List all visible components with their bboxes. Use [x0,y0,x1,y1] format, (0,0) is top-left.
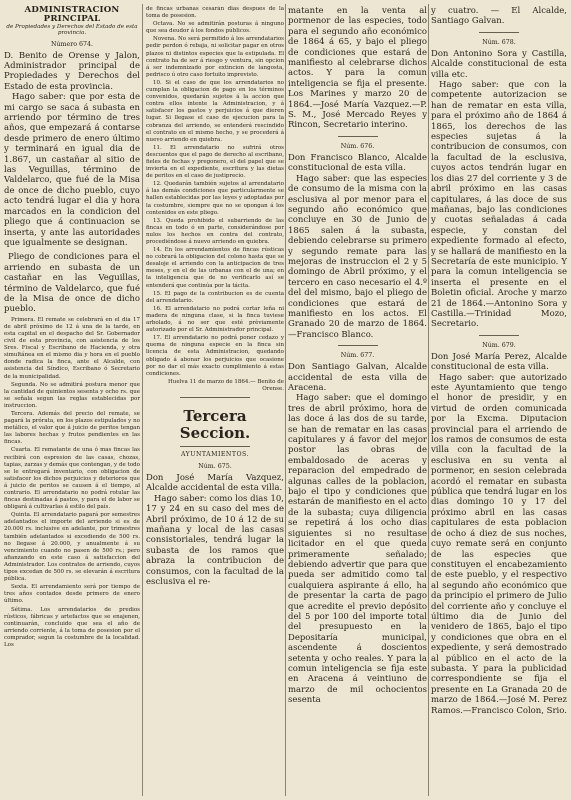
section-header: ADMINISTRACION PRINCIPAL [24,6,120,24]
condition-paragraph: Quinta. El arrendatario pagará por semestres adelantados el importe del arriendo si es de 20.000 rs. inclusive en adelante, por trimestres también adelantados si excediendo de 500 rs. no llegase á 20.000, y anualmente á su vencimiento cuando no pasen de 500 rs.; pero afianzando en este caso á satisfaccion del Administrador. Los contratos de arriendo, cuyos tipos excedan de 500 rs. se elevarán á escritura pública. [4,512,140,583]
notice-paragraph: Hago saber: que con la competente autorizacion se han de rematar en esta villa, para el próximo año de 1864 á 1865, los derechos de las especies sujetas á la contribucion de consumos, con la facultad de la esclusiva, cuyos actos tendrán lugar en los dias 27 del corriente y 3 de abril próximo en las casas capitulares, á las doce de sus mañanas, bajo las condiciones y cuotas señaladas á cada especie, y constan del expediente formado al efecto, y se hallará de manifiesto en la Secretaría de este municipio. Y para la comun inteligencia se inserta el presente en el Boletin oficial. Aroche y marzo 21 de 1864.—Antonino Sora y Castilla.—Trinidad Mozo, Secretario. [431,80,567,330]
condition-paragraph: de fincas urbanas cesarán dias despues de la toma de posesion. [146,6,284,20]
notice-number: Núm. 675. [198,462,232,470]
condition-paragraph: 16. El arrendatario no podrá cortar leña ni madera de ninguna clase, si la finca tuviese arbolado, á no ser que esté prèviamente autorizado por el Sr. Administrador principal. [146,305,284,334]
condition-paragraph: 17. El arrendatario no podrá poner cedazo y quema de ninguna especie en la finca sin licencia de esta Administracion, quedando obligado á abonar los perjuicios que ocasione por no dar el más exacto cumplimiento á estas condiciones. [146,335,284,377]
section-header-sub: de Propiedades y Derechos del Estado de esta provincia. [6,24,138,37]
condition-paragraph: 13. Queda prohibido el subarriendo de las fincas en todo ó en parte, considerándose por nulos los hechos en contra del contrato, procediéndose á nuevo arriendo en quiebra. [146,217,284,245]
condition-paragraph: Octava. No se admitirán posturas á ninguno que sea deudor á los fondos públicos. [146,21,284,35]
notice-lead: Don José María Perez, Alcalde constitucional de esta villa. [431,351,567,373]
notice-paragraph: Hago saber: que las especies de consumo de la misma con la esclusiva al por menor para el segundo año económico que concluye en 30 de Junio de 1865 salen á la subasta, debiendo celebrarse su primero y segundo remate para las mejoras de instruccion el 2 y 5 domingo de Abril próximo, y el tercero en caso necesario el 4.º del del mismo, bajo el pliego de condiciones que estará de manifiesto en los actos. El Granado 20 de marzo de 1864.—Francisco Blanco. [288,173,427,340]
notice-paragraph: Hago saber: que autorizado este Ayuntamiento que tengo el honor de presidir, y en virtud de orden comunicada por la Excma. Diputacion provincial para el arriendo de los ramos de consumos de esta villa con la facultad de la esclusiva en su venta al pormenor, en sesion celebrada acordó el rematar en subasta pública que tendrá lugar en los dias domingo 10 y 17 del próximo abril en las casas capitulares de esta poblacion de ocho á diez de sus noches, cuyo remate será en conjunto de las especies que constituyen el encabezamiento de este pueblo, y el respectivo al segundo año económico que da principio el primero de Julio del corriente año y concluye el último dia de Junio del venidero de 1865, bajo el tipo y condiciones que obra en el expediente, y será demostrado al público en el acto de la subasta. Y para la publicidad correspondiente se fija el presente en La Granada 20 de marzo de 1864.—José M. Perez Ramos.—Francisco Colon, Srio. [431,372,567,716]
notice-number: Número 674. [50,40,94,48]
section-title: Tercera Seccion. [179,406,251,442]
column-rule [285,4,286,796]
condition-paragraph: 11. El arrendatario no sufrirá otros descuentos que el pago de derecho al escribano, fieles de fechas y pregonero, el del papel que se invierta en el expediente, escritura y las dietas de peritos en el caso de justiprecio. [146,144,284,180]
condition-paragraph: 15. El pago de la contribucion es de cuenta del arrendatario. [146,290,284,304]
notice-divider [338,345,378,346]
condition-paragraph: Sétima. Los arrendatarios de predios rústicos, fábricas y artefactos que se enajenen, continuarán, concluido que sea el año de arriendo corriente, á la toma de posesion por el comprador, segun la costumbre de la localidad. Los [4,606,140,648]
condition-paragraph: Novena. No será permitido á los arrendatarios pedir perdon ó rebaja, ni solicitar pagar en otros plazos ni distintos especies que la estipulada. El contrato ha de ser á riesgo y ventura, sin opcion á ser indemnizado por extincion de langosta, pedrisco ú otro caso fortuito imprevisto. [146,36,284,78]
notice-divider [338,136,378,137]
column-1 [4,6,140,796]
notice-number: Núm. 676. [340,142,375,150]
pliego-heading: Pliego de condiciones para el arriendo en subasta de un castañar en las Veguillas, término de Valdelarco, que fué de la Misa de once de dicho pueblo. [4,252,140,315]
condition-paragraph: Cuarta. El rematante de una ó mas fincas las recibirá con espresion de las casas, chozas, tapias, zarzas y demás que contengan, y de todo se le entregará inventario, con obligacion de satisfacer los dichos perjuicios y deterioros que á juicio de peritos se causen á el tiempo, al contrario. El arrendatario no podrá rotular las fincas destinadas á pastos, y para el de labor se obligará á cultivarlas á estilo del país. [4,447,140,511]
notice-paragraph: Hago saber: como los dias 10, 17 y 24 en su caso del mes de Abril próximo, de 10 á 12 de su mañana y local de las casas consistoriales, tendrá lugar la subasta de los ramos que abraza la contribucion de consumos, con la facultad de la esclusiva el re- [146,493,284,588]
condition-paragraph: Tercera. Además del precio del remate, se pagará la prórata, en los plazos estipulados y no metálico, el valor que á juicio de peritos tengan las labores hechas y frutos pendientes en las fincas. [4,410,140,446]
condition-paragraph: 10. Si el caso de que los arrendatarios no cumplan la obligacion de pago en los términos convenidos, quedarán sujetos á la accion que contra ellos intente la Administracion, y á satisfacer los gastos y perjuicios á que dieren lugar. Si llegase el caso de ejecucion para la cobranza del arriendo, se entenderá rescindido el contrato en el mismo hecho, y se procederá á nuevo arriendo en quiebra. [146,79,284,143]
notice-paragraph: y cuatro. — El Alcalde, Santiago Galvan. [431,6,567,27]
notice-lead: Don Francisco Blanco, Alcalde constitucional de esta villa. [288,152,427,174]
condition-paragraph: Segunda. No se admitirá postura menor que la cantidad de quinientos sesenta y ocho rs. que se señala segun las reglas establecidas por instruccion. [4,381,140,409]
notice-number: Núm. 677. [340,352,375,360]
notice-paragraph: matante en la venta al pormenor de las especies, todo para el segundo año económico de 1864 á 65, y bajo el pliego de condiciones que estará de manifiesto al celebrarse dichos actos. Y para la comun inteligencia se fija el presente. Los Marines y marzo 20 de 1864.—José María Vazquez.—P. S. M., José Mercado Reyes y Rincon, Secretario interino. [288,6,427,131]
condition-paragraph: 12. Quedarán también sujetos al arrendatario á las demás condiciones que particularmente se hallen establecidas por las leyes y adoptadas por la costumbre, siempre que no se opongan á los contenidos en este pliego. [146,181,284,216]
notice-number: Núm. 679. [482,341,516,349]
notice-divider [479,335,519,336]
condition-paragraph: 14. En los arrendamientos de fincas rústicas no cobrará la obligacion del colono hasta que se desaloje el arriendo con la anticipacion de tres meses, y en el de las urbanas con el de una; en la inteligencia que de no verificarlo así se entenderá que continúa por la tácita. [146,247,284,289]
notice-divider [479,32,519,33]
notice-lead: D. Benito de Orense y Jalon, Administrador principal de Propiedades y Derechos del Estado de esta provincia. [4,50,140,92]
notice-lead: Don Santiago Galvan, Alcalde accidental de esta villa de Aracena. [288,362,427,393]
section-divider [180,446,250,447]
condition-paragraph: Primera. El remate se celebrará en el dia 17 de abril próximo de 12 á una de la tarde, en esta capital en el despacho del Sr. Gobernador civil de esta provincia, con asistencia de los Sres. Fiscal y Escribano de Hacienda, y otra simultánea en el mismo dia y hora en el pueblo donde radica la finca, ante el Alcalde, con asistencia del Síndico, Escribano ó Secretario de la municipalidad. [4,316,140,380]
notice-lead: Don José María Vazquez, Alcalde accidental de esta villa. [146,472,284,494]
dateline-signature: Huelva 11 de marzo de 1864.— Benito de Orense. [168,378,284,392]
notice-paragraph: Hago saber: que el domingo tres de abril próximo, hora de las doce á las dos de su tarde, se han de rematar en las casas capitulares y á favor del mejor postor las obras de embaldosado de aceras y reparacion del empedrado de algunas calles de la poblacion, bajo el tipo y condiciones que estarán de manifiesto en el acto de la subasta; cuya diligencia se repetirá á los ocho dias siguientes si no resultase licitador en el que queda primeramente señalado; debiendo advertir que para que pueda ser admitido como tal cualquiera aspirante á ello, ha de presentar la carta de pago que acredite el previo depósito del 5 por 100 del importe total del presupuesto en la Depositaría municipal, ascendente á doscientos setenta y ocho reales. Y para la comun inteligencia se fija este en Aracena á veintiuno de marzo de mil ochocientos sesenta [288,393,427,706]
condition-paragraph: Sexta. El arrendamiento será por tiempo de tres años contados desde primero de enero último. [4,584,140,605]
section-subtitle: AYUNTAMIENTOS. [180,450,250,458]
column-3 [288,6,427,796]
column-2 [146,6,284,796]
section-divider [180,397,250,398]
column-rule [428,4,429,796]
column-4 [431,6,567,796]
notice-paragraph: Hago saber: que por esta de mi cargo se saca á subasta en arriendo por término de tres años, que empezará á contarse desde primero de enero último y terminará en igual dia de 1.867, un castañar al sitio de las Veguillas, término de Valdelarco, que fué de la Misa de once de dicho pueblo, cuyo acto tendrá lugar el dia y hora marcados en la condicion del pliego que á continuacion se inserta, y ante las autoridades que igualmente se designan. [4,92,140,248]
notice-lead: Don Antonino Sora y Castilla, Alcalde constitucional de esta villa etc. [431,48,567,80]
column-rule [142,4,143,796]
notice-number: Núm. 678. [482,38,516,46]
